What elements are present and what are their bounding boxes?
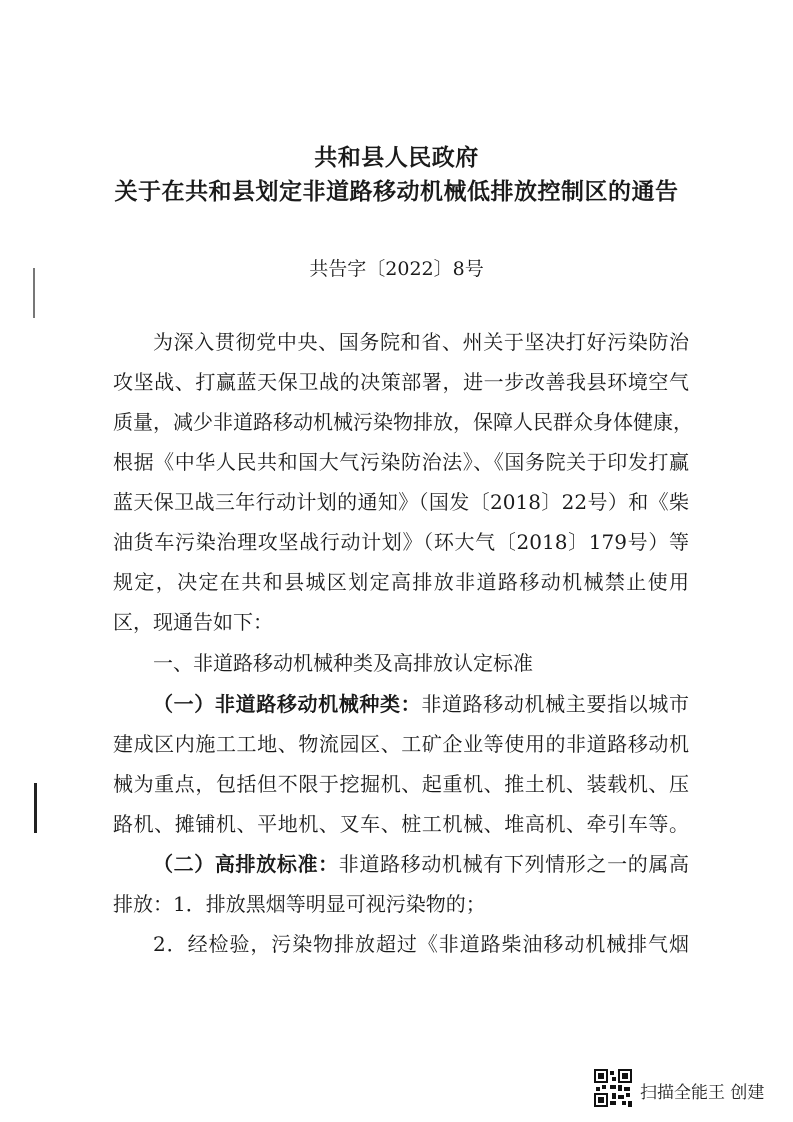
body-line: 区，现通告如下： [113, 610, 273, 634]
item-2-first-line [153, 852, 689, 876]
body-line: 攻坚战、打赢蓝天保卫战的决策部署，进一步改善我县环境空气 [113, 370, 689, 394]
section-heading: 一、非道路移动机械种类及高排放认定标准 [153, 651, 533, 675]
item-2-label: （二）高排放标准： [153, 852, 339, 876]
body-line: 械为重点，包括但不限于挖掘机、起重机、推土机、装载机、压 [113, 772, 689, 796]
watermark-text: 扫描全能王 创建 [640, 1083, 765, 1103]
body-line: 蓝天保卫战三年行动计划的通知》（国发〔2018〕22号）和《柴 [113, 490, 689, 514]
item-2-text: 非道路移动机械有下列情形之一的属高 [338, 852, 690, 876]
body-line: 油货车污染治理攻坚战行动计划》（环大气〔2018〕179号）等 [113, 530, 689, 554]
item-1-first-line [153, 692, 689, 716]
body-line: 为深入贯彻党中央、国务院和省、州关于坚决打好污染防治 [153, 330, 689, 354]
title-line-1: 共和县人民政府 [314, 144, 479, 171]
body-line: 根据《中华人民共和国大气污染防治法》、《国务院关于印发打赢 [113, 450, 689, 474]
body-line: 2．经检验，污染物排放超过《非道路柴油移动机械排气烟 [153, 932, 689, 956]
body-line: 质量，减少非道路移动机械污染物排放，保障人民群众身体健康， [113, 410, 693, 434]
document-number: 共告字〔2022〕8号 [309, 258, 484, 280]
title-line-2: 关于在共和县划定非道路移动机械低排放控制区的通告 [114, 178, 679, 205]
scan-edge-mark [34, 783, 37, 833]
body-line: 排放：1．排放黑烟等明显可视污染物的； [113, 892, 486, 916]
scan-edge-mark [33, 268, 35, 318]
item-1-label: （一）非道路移动机械种类： [153, 692, 422, 716]
body-line: 建成区内施工工地、物流园区、工矿企业等使用的非道路移动机 [113, 732, 689, 756]
qr-code-icon [594, 1069, 632, 1107]
item-1-text: 非道路移动机械主要指以城市 [421, 692, 690, 716]
scanner-watermark [594, 1069, 784, 1109]
body-line: 路机、摊铺机、平地机、叉车、桩工机械、堆高机、牵引车等。 [113, 812, 689, 836]
body-line: 规定，决定在共和县城区划定高排放非道路移动机械禁止使用 [113, 570, 689, 594]
